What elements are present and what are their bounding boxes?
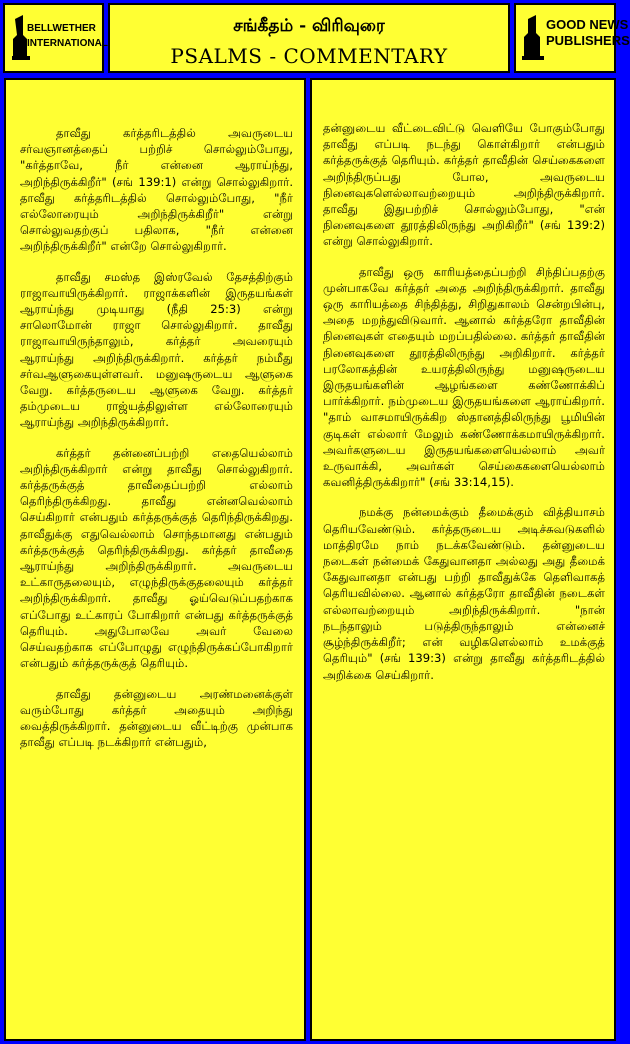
publisher-logo-right [514,3,630,73]
paragraph: தாவீது கர்த்தரிடத்தில் அவருடைய சர்வஞானத்தைப் பற்றிச் சொல்லும்போது, "கர்த்தாவே, நீர் என்னை ஆராய்ந்து, அறிந்திருக்கிறீர்" (சங் 139:1) என்று சொல்லுகிறார். தாவீது கர்த்தரிடத்தில் சொல்லும்போது, "நீர் எல்லோரையும் அறிந்திருக்கிறீர்" என்று சொல்லுவதற்குப் பதிலாக, "நீர் என்னை அறிந்திருக்கிறீர்" என்றே சொல்லுகிறார். [20,126,293,254]
paragraph: நமக்கு நன்மைக்கும் தீமைக்கும் வித்தியாசம் தெரியவேண்டும். கர்த்தருடைய அடிச்சுவடுகளில் மாத்திரமே நாம் நடக்கவேண்டும். தன்னுடைய நடைகள் நன்மைக் கேதுவானதா அல்லது அது தீமைக் கேதுவானதா என்பது பற்றி தாவீதுக்கே தெளிவாகத் தெரியவில்லை. ஆனால் கர்த்தரோ தாவீதின் நடைகள் எல்லாவற்றையும் அறிந்திருக்கிறார். "நான் நடந்தாலும் படுத்திருந்தாலும் என்னைச் சூழ்ந்திருக்கிறீர்; என் வழிகளெல்லாம் உமக்குத் தெரியும்" (சங் 139:3) என்று தாவீது கர்த்தரிடத்தில் அறிக்கை செய்கிறார். [323,505,605,682]
paragraph: தாவீது தன்னுடைய அரண்மனைக்குள் வரும்போது கர்த்தர் அதையும் அறிந்து வைத்திருக்கிறார். தன்னுடைய வீட்டிற்கு முன்பாக தாவீது எப்படி நடக்கிறார் என்பதும், [20,686,293,750]
page-title-english: PSALMS - COMMENTARY [170,44,448,68]
paragraph: தாவீது ஒரு காரியத்தைப்பற்றி சிந்திப்பதற்கு முன்பாகவே கர்த்தர் அதை அறிந்திருக்கிறார். தாவீது ஒரு காரியத்தை சிந்தித்து, சிறிதுகாலம் சென்றபின்பு, அதை மறந்துவிடுவார். ஆனால் கர்த்தரோ தாவீதின் நினைவுகள் எதையும் மறப்பதில்லை. கர்த்தர் தாவீதின் நினைவுகளை தூரத்திலிருந்து அறிகிறார். கர்த்தர் பரலோகத்தின் உயரத்திலிருந்து மனுஷருடைய இருதயங்களின் ஆழங்களை கண்ணோக்கிப் பார்க்கிறார். நம்முடைய இருதயங்களை ஆராய்கிறார். "தாம் வாசமாயிருக்கிற ஸ்தானத்திலிருந்து பூமியின் குடிகள் எல்லார் மேலும் கண்ணோக்கமாயிருக்கிறார். அவர்களுடைய இருதயங்களையெல்லாம் அவர் உருவாக்கி, அவர்கள் செய்கைகளையெல்லாம் கவனித்திருக்கிறார்" (சங் 33:14,15). [323,264,605,490]
left-column [4,78,306,1041]
logo-left-line1: BELLWETHER [27,23,96,34]
right-column [310,78,616,1041]
logo-left-line2: INTERNATIONAL [27,38,108,49]
page-title-tamil: சங்கீதம் - விரிவுரை [233,16,385,36]
paragraph: கர்த்தர் தன்னைப்பற்றி எதையெல்லாம் அறிந்திருக்கிறார் என்று தாவீது சொல்லுகிறார். கர்த்தருக்குத் தாவீதைப்பற்றி எல்லாம் தெரிந்திருக்கிறது. தாவீது என்னவெல்லாம் செய்கிறார் என்பதும் கர்த்தருக்குத் தெரிந்திருக்கிறது. தாவீதுக்கு எதுவெல்லாம் சொந்தமானது என்பதும் கர்த்தருக்குத் தெரிந்திருக்கிறது. கர்த்தர் தாவீதை ஆராய்ந்து அறிந்திருக்கிறார். அவருடைய உட்காருதலையும், எழுந்திருக்குதலையும் கர்த்தர் அறிந்திருக்கிறார். தாவீது ஓய்வெடுப்பதற்காக எப்போது உட்காரப் போகிறார் என்பது கர்த்தருக்குத் தெரியும். அதுபோலவே அவர் வேலை செய்வதற்காக எப்போழுது எழுந்திருக்கப்போகிறார் என்பதும் கர்த்தருக்குத் தெரியும். [20,445,293,671]
good-news-logo-icon [522,15,546,61]
logo-right-line1: GOOD NEWS [546,17,629,32]
page-header [108,3,510,73]
paragraph: தன்னுடைய வீட்டைவிட்டு வெளியே போகும்போது தாவீது எப்படி நடந்து கொள்கிறார் என்பதும் கர்த்தருக்குத் தெரியும். கர்த்தர் தாவீதின் செய்கைகளை அறிந்திருப்பது போல, அவருடைய நினைவுகளெல்லாவற்றையும் அறிந்திருக்கிறார். தாவீது இதுபற்றிச் சொல்லும்போது, "என் நினைவுகளை தூரத்திலிருந்து அறிகிறீர்" (சங் 139:2) என்று சொல்லுகிறார். [323,121,605,249]
logo-right-line2: PUBLISHERS [546,33,630,48]
publisher-logo-left [3,3,108,73]
paragraph: தாவீது சமஸ்த இஸ்ரவேல் தேசத்திற்கும் ராஜாவாயிருக்கிறார். ராஜாக்களின் இருதயங்கள் ஆராய்ந்து முடியாது (நீதி 25:3) என்று சாலொமோன் ராஜா சொல்லுகிறார். தாவீது ராஜாவாயிருந்தாலும், கர்த்தர் அவரையும் ஆராய்ந்து அறிந்திருக்கிறார். கர்த்தர் நம்மீது சர்வஆளுகையுள்ளவர். மனுஷருடைய ஆளுகை வேறு. கர்த்தருடைய ஆளுகை வேறு. கர்த்தர் தம்முடைய ராஜ்யத்திலுள்ள எல்லோரையும் ஆராய்ந்து அறிந்திருக்கிறார். [20,269,293,430]
